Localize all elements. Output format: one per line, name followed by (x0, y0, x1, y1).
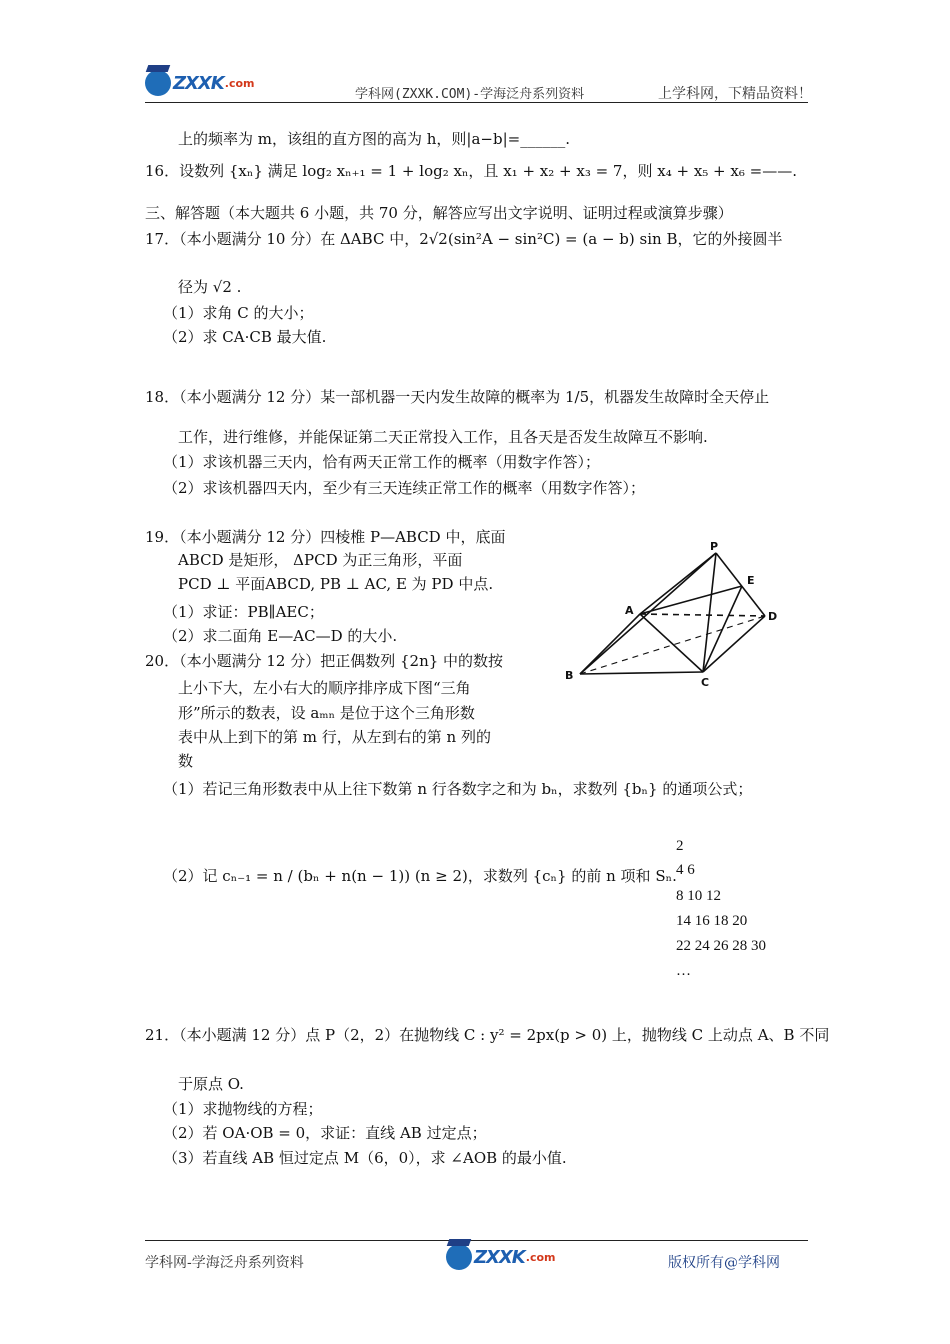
label-D: D (768, 610, 778, 623)
question-21-cont: 于原点 O. (178, 1075, 244, 1093)
question-17-part1: （1）求角 C 的大小； (163, 304, 314, 322)
edge-BC (580, 672, 703, 674)
question-20-cont3: 表中从上到下的第 m 行，从左到右的第 n 列的 (178, 728, 491, 746)
triangle-row-6: … (676, 963, 691, 979)
question-19: 19．（本小题满分 12 分）四棱椎 P—ABCD 中，底面 (145, 528, 506, 546)
logo-suffix: .com (224, 76, 255, 90)
question-17-cont: 径为 √2 . (178, 278, 242, 296)
edge-AB (580, 614, 640, 674)
edge-AD (640, 614, 765, 616)
question-19-part2: （2）求二面角 E—AC—D 的大小. (163, 627, 398, 645)
question-19-cont2: PCD ⊥ 平面ABCD, PB ⊥ AC, E 为 PD 中点. (178, 575, 494, 593)
question-21-part2: （2）若 OA·OB = 0，求证：直线 AB 过定点； (163, 1124, 487, 1142)
section-3-heading: 三、解答题（本大题共 6 小题，共 70 分，解答应写出文字说明、证明过程或演算步骤） (145, 204, 733, 222)
footer-logo-suffix: .com (525, 1250, 556, 1264)
question-19-cont1: ABCD 是矩形， ΔPCD 为正三角形，平面 (178, 551, 463, 569)
question-20-cont1: 上小下大，左小右大的顺序排序成下图“三角 (178, 679, 471, 697)
logo-mascot-icon (145, 70, 171, 96)
question-21: 21．（本小题满 12 分）点 P（2，2）在抛物线 C : y² = 2px(p > 0) 上，抛物线 C 上动点 A、B 不同 (145, 1026, 830, 1044)
edge-EC (703, 586, 742, 672)
header-logo (145, 70, 254, 96)
label-C: C (701, 676, 710, 689)
triangle-row-3: 8 10 12 (676, 888, 721, 904)
footer-logo-text: ZXXK (474, 1246, 525, 1268)
question-20: 20．（本小题满分 12 分）把正偶数列 {2n} 中的数按 (145, 652, 504, 670)
triangle-row-4: 14 16 18 20 (676, 913, 748, 929)
question-20-cont4: 数 (178, 752, 194, 770)
footer-left-text: 学科网-学海泛舟系列资料 (145, 1255, 304, 1271)
question-18-part2: （2）求该机器四天内，至少有三天连续正常工作的概率（用数字作答）； (163, 479, 646, 497)
question-17: 17．（本小题满分 10 分）在 ΔABC 中，2√2(sin²A − sin²C) = (a − b) sin B，它的外接圆半 (145, 230, 783, 248)
label-E: E (747, 574, 755, 587)
label-P: P (710, 540, 719, 553)
question-20-part2: （2）记 cₙ₋₁ = n / (bₙ + n(n − 1)) (n ≥ 2)，求数列 {cₙ} 的前 n 项和 Sₙ. (163, 867, 677, 885)
edge-PD (716, 553, 765, 616)
edge-AC (640, 614, 703, 672)
edge-PC (703, 553, 716, 672)
triangle-row-1: 2 (676, 838, 684, 854)
edge-PB (580, 553, 716, 674)
question-20-part1: （1）若记三角形数表中从上往下数第 n 行各数字之和为 bₙ，求数列 {bₙ} 的通项公式； (163, 780, 753, 798)
question-18-part1: （1）求该机器三天内，恰有两天正常工作的概率（用数字作答）； (163, 453, 601, 471)
question-18-cont: 工作，进行维修，并能保证第二天正常投入工作，且各天是否发生故障互不影响. (178, 428, 708, 446)
footer-logo (446, 1244, 555, 1270)
triangle-row-2: 4 6 (676, 862, 695, 878)
label-A: A (625, 604, 634, 617)
edge-CD (703, 616, 765, 672)
question-19-part1: （1）求证：PB∥AEC； (163, 603, 324, 621)
edge-AE (640, 586, 742, 614)
footer-logo-mascot-icon (446, 1244, 472, 1270)
question-21-part3: （3）若直线 AB 恒过定点 M（6，0），求 ∠AOB 的最小值. (163, 1149, 567, 1167)
label-B: B (565, 669, 574, 682)
footer-divider (145, 1240, 808, 1241)
footer-right-text: 版权所有@学科网 (668, 1255, 780, 1271)
question-16: 16．设数列 {xₙ} 满足 log₂ xₙ₊₁ = 1 + log₂ xₙ，且 x₁ + x₂ + x₃ = 7，则 x₄ + x₅ + x₆ =——. (145, 162, 797, 180)
question-21-part1: （1）求抛物线的方程； (163, 1100, 323, 1118)
logo-text: ZXXK (173, 72, 224, 94)
question-20-cont2: 形”所示的数表，设 aₘₙ 是位于这个三角形数 (178, 704, 475, 722)
triangle-row-5: 22 24 26 28 30 (676, 938, 766, 954)
header-right-text: 上学科网，下精品资料！ (658, 86, 812, 102)
header-center-text: 学科网(ZXXK.COM)-学海泛舟系列资料 (355, 87, 585, 102)
question-17-part2: （2）求 CA·CB 最大值. (163, 328, 327, 346)
pyramid-figure (560, 540, 800, 690)
header-divider (145, 102, 808, 103)
q15-continuation: 上的频率为 m，该组的直方图的高为 h，则|a−b|=______. (178, 130, 570, 148)
question-18: 18．（本小题满分 12 分）某一部机器一天内发生故障的概率为 1/5，机器发生故障时全天停止 (145, 388, 770, 406)
